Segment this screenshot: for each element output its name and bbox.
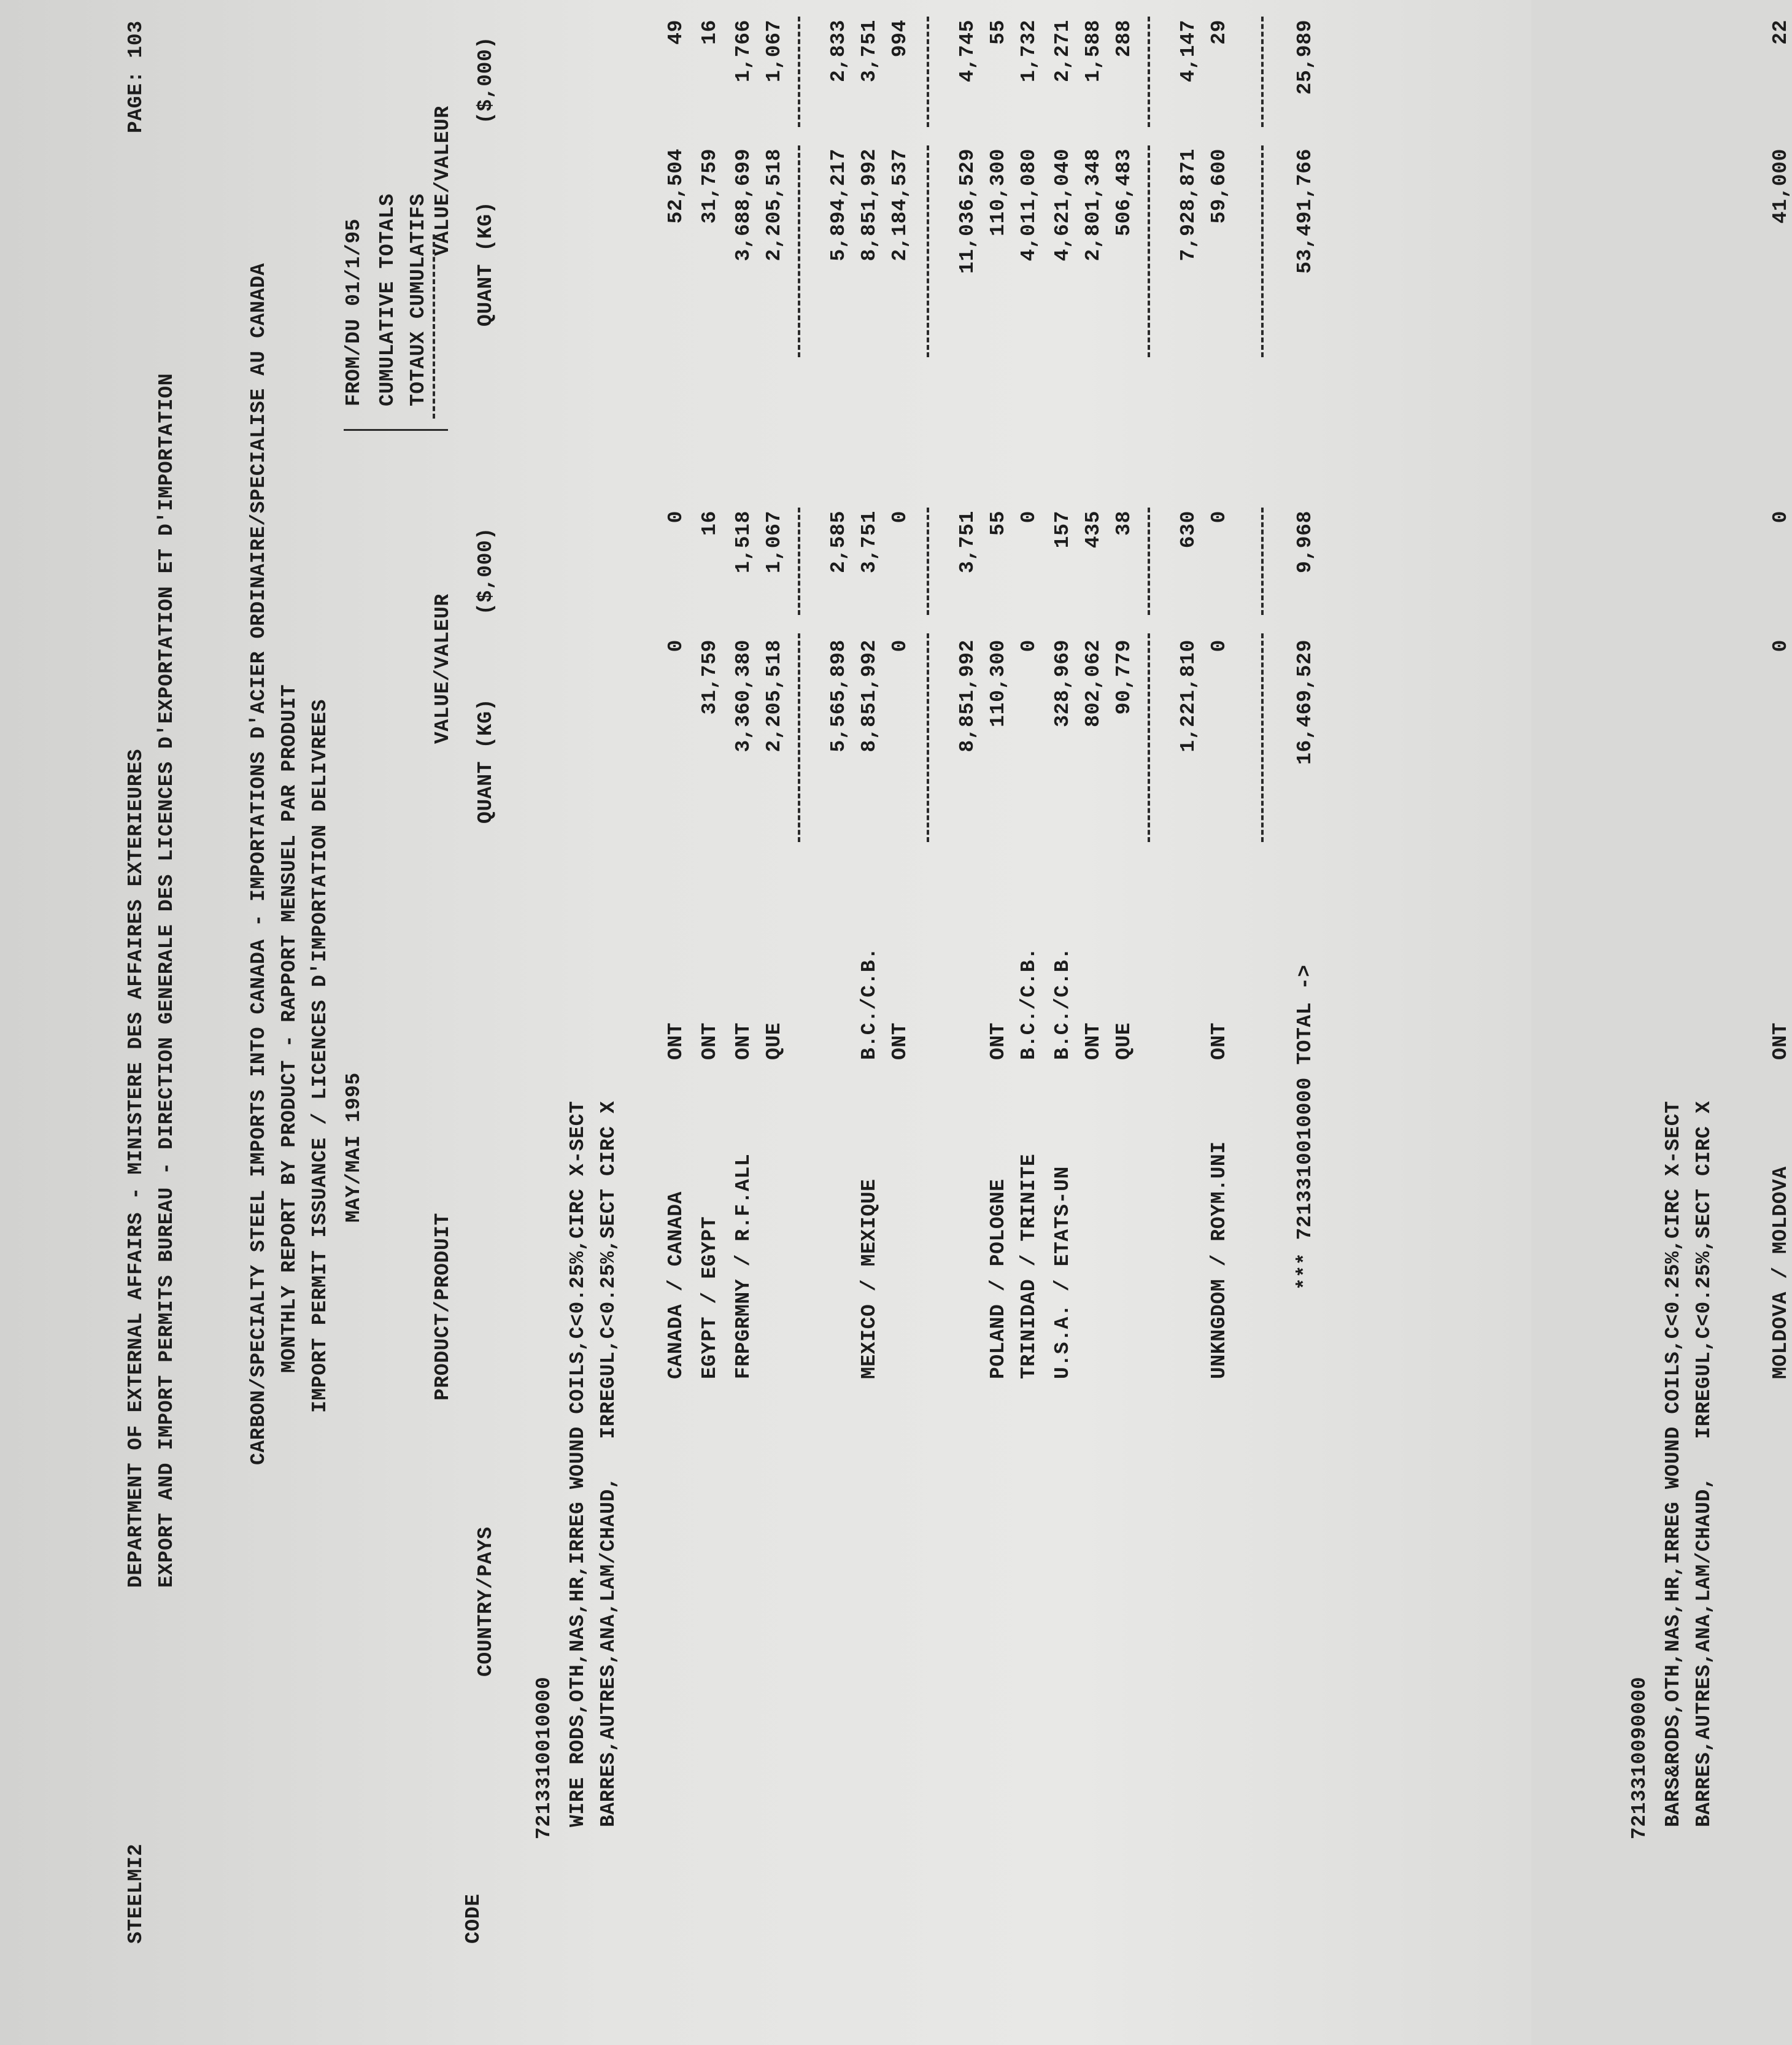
subtotal-rule-mv <box>1148 508 1150 615</box>
cell-cum-quant: 110,300 <box>987 149 1010 236</box>
cumulative-totals: CUMULATIVE TOTALS <box>376 193 399 406</box>
cell-month-value: 55 <box>987 511 1010 536</box>
total-month-value: 9,968 <box>1294 511 1316 574</box>
cell-cum-value: 22 <box>1769 20 1792 45</box>
cell-cum-value: 4,147 <box>1177 20 1200 83</box>
subtotal-rule-mv <box>1261 508 1264 615</box>
report-subtitle-2: IMPORT PERMIT ISSUANCE / LICENCES D'IMPORTATION DELIVREES <box>309 699 331 1413</box>
total-label: *** 7213310010000 TOTAL -> <box>1294 964 1316 1290</box>
cell-province: ONT <box>987 1022 1010 1060</box>
cell-cum-quant: 506,483 <box>1113 149 1135 236</box>
cell-cum-value: 2,833 <box>827 20 850 83</box>
cell-month-quant: 328,969 <box>1051 640 1074 727</box>
subtotal-rule-mv <box>798 508 800 615</box>
cell-month-value: 1,067 <box>763 511 786 574</box>
cumulative-underline <box>433 234 435 419</box>
cell-month-quant: 1,221,810 <box>1177 640 1200 752</box>
cell-country: CANADA / CANADA <box>665 1191 687 1379</box>
cell-month-quant: 802,062 <box>1082 640 1105 727</box>
cell-cum-quant: 3,688,699 <box>732 149 755 261</box>
cell-province: ONT <box>732 1022 755 1060</box>
cell-province: QUE <box>763 1022 786 1060</box>
cell-cum-quant: 5,894,217 <box>827 149 850 261</box>
cell-country: MOLDOVA / MOLDOVA <box>1769 1166 1792 1379</box>
cell-country: EGYPT / EGYPT <box>698 1216 721 1379</box>
cell-cum-value: 1,588 <box>1082 20 1105 83</box>
col-code: CODE <box>462 1893 485 1944</box>
cell-month-quant: 0 <box>1208 640 1230 652</box>
cell-country: TRINIDAD / TRINITE <box>1018 1153 1040 1379</box>
subtotal-rule-cq <box>1261 145 1264 357</box>
product-desc-en: WIRE RODS,OTH,NAS,HR,IRREG WOUND COILS,C<0.25%,CIRC X-SECT <box>566 1100 589 1827</box>
cell-cum-quant: 4,621,040 <box>1051 149 1074 261</box>
cell-cum-quant: 31,759 <box>698 149 721 224</box>
cell-cum-value: 1,766 <box>732 20 755 83</box>
product-code: 7213310010000 <box>533 1676 555 1839</box>
col-cum-value-unit: ($,000) <box>474 36 497 124</box>
subtotal-rule-mq <box>1261 633 1264 842</box>
col-cum-quant: QUANT (KG) <box>474 201 497 327</box>
total-cum-value: 25,989 <box>1294 20 1316 95</box>
bureau-line: EXPORT AND IMPORT PERMITS BUREAU - DIRECTION GENERALE DES LICENCES D'EXPORTATION ET D'IMPORTATION <box>155 373 178 1588</box>
cell-month-quant: 8,851,992 <box>858 640 881 752</box>
report-period: MAY/MAI 1995 <box>342 1072 365 1223</box>
cell-month-value: 0 <box>1769 511 1792 524</box>
total-month-quant: 16,469,529 <box>1294 640 1316 765</box>
cell-country: POLAND / POLOGNE <box>987 1178 1010 1379</box>
cumulative-from: FROM/DU 01/1/95 <box>342 218 365 406</box>
cell-month-quant: 8,851,992 <box>956 640 979 752</box>
cell-cum-value: 55 <box>987 20 1010 45</box>
cell-cum-quant: 41,000 <box>1769 149 1792 224</box>
report-id: STEELMI2 <box>125 1843 147 1944</box>
page-number: PAGE: 103 <box>125 20 147 133</box>
cell-month-value: 0 <box>1018 511 1040 524</box>
cell-cum-value: 1,067 <box>763 20 786 83</box>
cell-cum-value: 29 <box>1208 20 1230 45</box>
cell-cum-quant: 11,036,529 <box>956 149 979 274</box>
report-subtitle: MONTHLY REPORT BY PRODUCT - RAPPORT MENSUEL PAR PRODUIT <box>278 684 301 1373</box>
col-country: COUNTRY/PAYS <box>474 1526 497 1677</box>
cell-country: UNKNGDOM / ROYM.UNI <box>1208 1141 1230 1379</box>
cell-month-value: 2,585 <box>827 511 850 574</box>
dept-line: DEPARTMENT OF EXTERNAL AFFAIRS - MINISTERE DES AFFAIRES EXTERIEURES <box>125 748 147 1588</box>
product-desc-en-2: BARS&RODS,OTH,NAS,HR,IRREG WOUND COILS,C<0.25%,CIRC X-SECT <box>1662 1100 1685 1827</box>
cumulative-totals-fr: TOTAUX CUMULATIFS <box>407 193 430 406</box>
col-product: PRODUCT/PRODUIT <box>431 1212 454 1401</box>
subtotal-rule-cv <box>1261 17 1264 127</box>
cell-month-value: 0 <box>1208 511 1230 524</box>
cell-month-quant: 3,360,380 <box>732 640 755 752</box>
cell-month-quant: 5,565,898 <box>827 640 850 752</box>
subtotal-rule-cv <box>798 17 800 127</box>
col-month-value: VALUE/VALEUR <box>431 593 454 744</box>
cell-cum-quant: 2,801,348 <box>1082 149 1105 261</box>
cell-cum-quant: 2,184,537 <box>889 149 911 261</box>
cell-province: QUE <box>1113 1022 1135 1060</box>
cell-province: B.C./C.B. <box>858 947 881 1060</box>
cell-month-value: 157 <box>1051 511 1074 549</box>
cell-month-quant: 0 <box>665 640 687 652</box>
subtotal-rule-cv <box>927 17 929 127</box>
subtotal-rule-cv <box>1148 17 1150 127</box>
cell-cum-quant: 8,851,992 <box>858 149 881 261</box>
cell-country: FRPGRMNY / R.F.ALL <box>732 1153 755 1379</box>
cell-month-quant: 90,779 <box>1113 640 1135 715</box>
cell-country: U.S.A. / ETATS-UN <box>1051 1166 1074 1379</box>
cell-country: MEXICO / MEXIQUE <box>858 1178 881 1379</box>
product-code-2: 7213310090000 <box>1628 1676 1651 1839</box>
subtotal-rule-mq <box>798 633 800 842</box>
cell-cum-quant: 2,205,518 <box>763 149 786 261</box>
col-month-quant: QUANT (KG) <box>474 698 497 824</box>
cell-province: ONT <box>1082 1022 1105 1060</box>
cell-month-value: 630 <box>1177 511 1200 549</box>
subtotal-rule-cq <box>1148 145 1150 357</box>
cell-cum-value: 16 <box>698 20 721 45</box>
cell-cum-value: 1,732 <box>1018 20 1040 83</box>
cell-month-value: 3,751 <box>956 511 979 574</box>
cell-month-quant: 0 <box>1769 640 1792 652</box>
subtotal-rule-mq <box>1148 633 1150 842</box>
cell-province: ONT <box>665 1022 687 1060</box>
column-divider <box>344 429 448 431</box>
subtotal-rule-cq <box>927 145 929 357</box>
subtotal-rule-cq <box>798 145 800 357</box>
report-title: CARBON/SPECIALTY STEEL IMPORTS INTO CANADA - IMPORTATIONS D'ACIER ORDINAIRE/SPECIALISE AU CANADA <box>247 263 270 1465</box>
cell-month-quant: 110,300 <box>987 640 1010 727</box>
cell-month-value: 38 <box>1113 511 1135 536</box>
cell-cum-value: 49 <box>665 20 687 45</box>
cell-month-quant: 2,205,518 <box>763 640 786 752</box>
subtotal-rule-mv <box>927 508 929 615</box>
cell-cum-value: 2,271 <box>1051 20 1074 83</box>
cell-cum-quant: 4,011,080 <box>1018 149 1040 261</box>
cell-cum-quant: 59,600 <box>1208 149 1230 224</box>
cell-province: ONT <box>1769 1022 1792 1060</box>
cell-month-value: 0 <box>889 511 911 524</box>
cell-province: B.C./C.B. <box>1018 947 1040 1060</box>
subtotal-rule-mq <box>927 633 929 842</box>
cell-month-quant: 31,759 <box>698 640 721 715</box>
cell-province: B.C./C.B. <box>1051 947 1074 1060</box>
cell-month-value: 0 <box>665 511 687 524</box>
cell-month-value: 1,518 <box>732 511 755 574</box>
cell-cum-value: 288 <box>1113 20 1135 58</box>
cell-cum-quant: 52,504 <box>665 149 687 224</box>
col-cum-value: VALUE/VALEUR <box>431 106 454 256</box>
product-desc-fr-2: BARRES,AUTRES,ANA,LAM/CHAUD, IRREGUL,C<0.25%,SECT CIRC X <box>1693 1100 1715 1827</box>
cell-cum-value: 4,745 <box>956 20 979 83</box>
cell-cum-quant: 7,928,871 <box>1177 149 1200 261</box>
product-desc-fr: BARRES,AUTRES,ANA,LAM/CHAUD, IRREGUL,C<0.25%,SECT CIRC X <box>597 1100 620 1827</box>
cell-month-quant: 0 <box>1018 640 1040 652</box>
cell-province: ONT <box>698 1022 721 1060</box>
col-month-value-unit: ($,000) <box>474 527 497 615</box>
cell-cum-value: 3,751 <box>858 20 881 83</box>
cell-cum-value: 994 <box>889 20 911 58</box>
cell-province: ONT <box>889 1022 911 1060</box>
total-cum-quant: 53,491,766 <box>1294 149 1316 274</box>
cell-month-value: 3,751 <box>858 511 881 574</box>
cell-province: ONT <box>1208 1022 1230 1060</box>
cell-month-value: 435 <box>1082 511 1105 549</box>
cell-month-value: 16 <box>698 511 721 536</box>
cell-month-quant: 0 <box>889 640 911 652</box>
